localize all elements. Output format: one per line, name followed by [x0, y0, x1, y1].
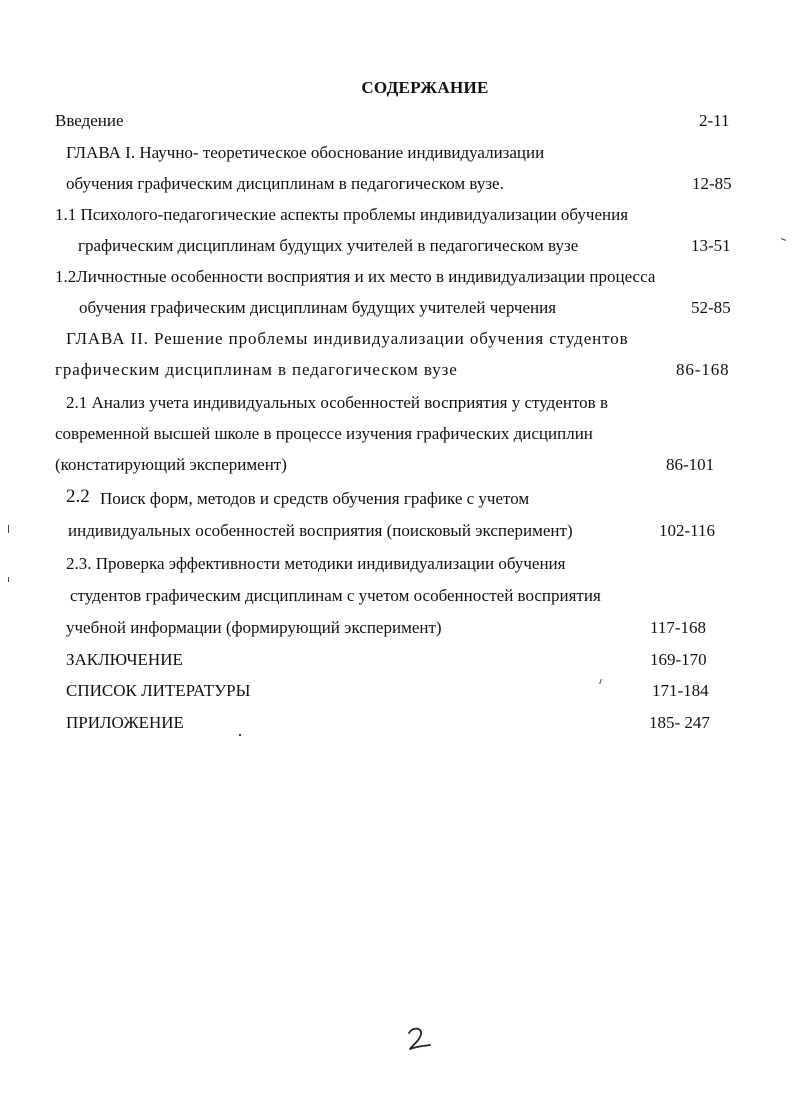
- toc-entry-2-3-line2: студентов графическим дисциплинам с учетом особенностей восприятия: [70, 586, 601, 605]
- toc-entry-chapter1-line2: обучения графическим дисциплинам в педагогическом вузе.: [66, 174, 504, 193]
- toc-entry-1-2-pages: 52-85: [691, 298, 731, 317]
- toc-entry-chapter1-line1: ГЛАВА I. Научно- теоретическое обоснование индивидуализации: [66, 143, 545, 162]
- toc-entry-chapter1-pages: 12-85: [692, 174, 732, 193]
- toc-entry-1-2-line2: обучения графическим дисциплинам будущих учителей черчения: [79, 298, 557, 317]
- toc-entry-1-1-line2: графическим дисциплинам будущих учителей в педагогическом вузе: [78, 236, 579, 255]
- toc-entry-2-3-line3: учебной информации (формирующий эксперимент): [66, 618, 442, 637]
- scan-speck: [8, 525, 9, 533]
- toc-entry-1-1-pages: 13-51: [691, 236, 731, 255]
- toc-entry-2-1-pages: 86-101: [666, 455, 715, 474]
- scan-speck: [8, 577, 9, 582]
- toc-entry-appendix-pages: 185- 247: [649, 713, 710, 732]
- toc-entry-chapter2-line2: графическим дисциплинам в педагогическом вузе: [55, 360, 458, 379]
- toc-entry-bibliography-pages: 171-184: [652, 681, 709, 700]
- toc-entry-2-3-pages: 117-168: [650, 618, 707, 637]
- page-title: СОДЕРЖАНИЕ: [361, 78, 489, 97]
- scan-speck: [781, 238, 786, 241]
- scan-speck: [239, 734, 241, 736]
- toc-entry-2-2-line2: индивидуальных особенностей восприятия (поисковый эксперимент): [68, 521, 573, 540]
- scan-speck: [599, 679, 602, 684]
- toc-entry-intro-text: Введение: [55, 111, 124, 130]
- toc-entry-2-2-number: 2.2: [66, 486, 90, 507]
- toc-entry-2-1-line3: (констатирующий эксперимент): [55, 455, 287, 474]
- toc-entry-2-3-line1: 2.3. Проверка эффективности методики индивидуализации обучения: [66, 554, 566, 573]
- toc-entry-2-1-line2: современной высшей школе в процессе изучения графических дисциплин: [55, 424, 593, 443]
- toc-entry-1-2-line1: 1.2Личностные особенности восприятия и их место в индивидуализации процесса: [55, 267, 656, 286]
- handwritten-page-number: [404, 1024, 434, 1054]
- toc-entry-2-2-pages: 102-116: [659, 521, 716, 540]
- toc-entry-intro-pages: 2-11: [699, 111, 730, 130]
- toc-entry-conclusion-text: ЗАКЛЮЧЕНИЕ: [66, 650, 183, 669]
- toc-entry-chapter2-pages: 86-168: [676, 360, 730, 379]
- toc-entry-2-1-line1: 2.1 Анализ учета индивидуальных особенностей восприятия у студентов в: [66, 393, 608, 412]
- toc-entry-bibliography-text: СПИСОК ЛИТЕРАТУРЫ: [66, 681, 251, 700]
- toc-entry-1-1-line1: 1.1 Психолого-педагогические аспекты проблемы индивидуализации обучения: [55, 205, 629, 224]
- toc-entry-chapter2-line1: ГЛАВА II. Решение проблемы индивидуализации обучения студентов: [66, 329, 629, 348]
- toc-entry-appendix-text: ПРИЛОЖЕНИЕ: [66, 713, 184, 732]
- toc-entry-2-2-line1: Поиск форм, методов и средств обучения графике с учетом: [100, 489, 530, 508]
- toc-entry-conclusion-pages: 169-170: [650, 650, 707, 669]
